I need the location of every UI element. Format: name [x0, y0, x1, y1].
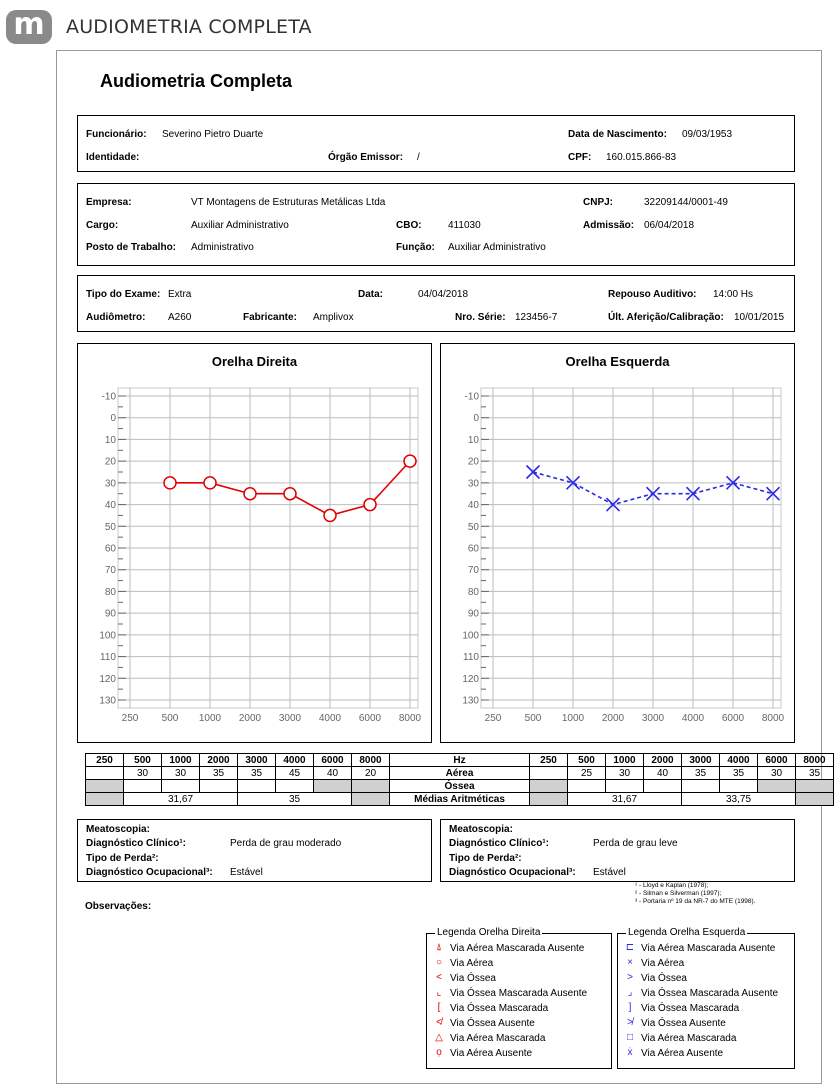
y-tick-label: 130	[99, 695, 116, 707]
right-aerea-cell: 30	[124, 767, 162, 780]
right-clinical-label: Diagnóstico Clínico¹:	[86, 838, 186, 849]
legend-label: Via Aérea Ausente	[641, 1047, 724, 1059]
x-tick-label: 1000	[561, 713, 585, 724]
left-ossea-cell	[644, 780, 682, 793]
y-tick-label: 30	[104, 478, 116, 490]
identity-label: Identidade:	[86, 152, 140, 163]
legend-item	[624, 1001, 739, 1015]
right-ear-legend	[426, 927, 612, 1069]
aerea-label: Aérea	[390, 767, 530, 780]
x-tick-label: 4000	[681, 713, 705, 724]
right-aerea-cell: 30	[162, 767, 200, 780]
legend-label: Via Óssea Mascarada	[641, 1002, 740, 1014]
legend-item	[433, 1016, 535, 1030]
exam-date-label: Data:	[358, 289, 384, 300]
x-tick-label: 250	[484, 713, 502, 724]
hearing-rest: 14:00 Hs	[713, 289, 754, 300]
bone-greater-than-icon: >	[627, 972, 633, 983]
serial-label: Nro. Série:	[455, 312, 506, 323]
data-point	[364, 499, 376, 511]
left-ossea-cell	[796, 780, 834, 793]
app-title: AUDIOMETRIA COMPLETA	[66, 16, 312, 38]
right-aerea-cell: 45	[276, 767, 314, 780]
y-tick-label: 110	[463, 652, 479, 664]
right-ossea-cell	[124, 780, 162, 793]
y-tick-label: 40	[104, 500, 116, 512]
y-tick-label: -10	[464, 391, 479, 403]
company-label: Empresa:	[86, 197, 132, 208]
y-tick-label: 90	[104, 608, 116, 620]
employee-name-label: Funcionário:	[86, 129, 147, 140]
employee-section	[77, 115, 795, 172]
y-tick-label: 60	[104, 543, 116, 555]
legend-label: Via Óssea Mascarada Ausente	[450, 987, 588, 999]
y-tick-label: 30	[467, 478, 479, 490]
left-ear-chart	[440, 343, 795, 743]
left-loss-type-label: Tipo de Perda²:	[449, 853, 522, 864]
right-ossea-cell	[352, 780, 390, 793]
legend-label: Via Aérea Mascarada Ausente	[641, 942, 776, 954]
legend-label: Via Óssea	[450, 972, 496, 984]
cbo-label: CBO:	[396, 220, 422, 231]
report-title: Audiometria Completa	[100, 71, 293, 91]
serial: 123456-7	[515, 312, 558, 323]
right-aerea-cell: 35	[238, 767, 276, 780]
y-tick-label: 0	[473, 413, 479, 425]
hearing-rest-label: Repouso Auditivo:	[608, 289, 697, 300]
freq-cell: 250	[530, 754, 568, 767]
data-point	[284, 488, 296, 500]
right-ear-chart-plot	[78, 344, 433, 744]
x-tick-label: 1000	[198, 713, 222, 724]
role-label: Cargo:	[86, 220, 119, 231]
y-tick-label: 130	[462, 695, 479, 707]
legend-item	[433, 1031, 545, 1045]
y-tick-label: -10	[101, 391, 116, 403]
birth-date-label: Data de Nascimento:	[568, 129, 667, 140]
x-tick-label: 8000	[398, 713, 422, 724]
right-avg-1: 31,67	[124, 793, 238, 806]
work-post: Administrativo	[191, 242, 254, 253]
right-ossea-cell	[86, 780, 124, 793]
freq-cell: 6000	[758, 754, 796, 767]
left-diagnosis-section	[440, 819, 795, 882]
issuer: /	[417, 152, 420, 163]
legend-label: Via Aérea Mascarada	[450, 1032, 546, 1044]
table-row-ossea	[86, 780, 834, 793]
legend-item	[624, 971, 687, 985]
legend-label: Via Aérea Mascarada Ausente	[450, 942, 585, 954]
x-tick-label: 500	[524, 713, 542, 724]
right-ear-chart	[77, 343, 432, 743]
masked-bone-bracket-icon: ]	[628, 1002, 632, 1013]
x-tick-label: 6000	[721, 713, 745, 724]
right-ossea-cell	[200, 780, 238, 793]
y-tick-label: 110	[100, 652, 116, 664]
audiometer: A260	[168, 312, 192, 323]
thresholds-table	[85, 753, 834, 806]
left-aerea-cell: 35	[796, 767, 834, 780]
reference-item: ² - Silman e Silverman (1997);	[635, 890, 722, 897]
right-ear-chart-title: Orelha Direita	[211, 354, 298, 369]
data-point	[164, 477, 176, 489]
x-tick-label: 500	[161, 713, 179, 724]
cnpj-label: CNPJ:	[583, 197, 614, 208]
function-label: Função:	[396, 242, 435, 253]
right-occupational-label: Diagnóstico Ocupacional³:	[86, 867, 213, 878]
left-ossea-cell	[758, 780, 796, 793]
right-ossea-cell	[238, 780, 276, 793]
exam-type-label: Tipo do Exame:	[86, 289, 161, 300]
legend-item	[624, 986, 778, 1000]
left-aerea-cell: 25	[568, 767, 606, 780]
left-aerea-cell: 40	[644, 767, 682, 780]
freq-cell: 8000	[352, 754, 390, 767]
legend-label: Via Aérea Mascarada	[641, 1032, 737, 1044]
right-legend-title: Legenda Orelha Direita	[437, 927, 541, 938]
maker-label: Fabricante:	[243, 312, 297, 323]
freq-cell: 1000	[162, 754, 200, 767]
legend-label: Via Aérea	[450, 957, 494, 969]
y-tick-label: 40	[467, 500, 479, 512]
y-tick-label: 50	[467, 521, 479, 533]
x-tick-label: 2000	[601, 713, 625, 724]
right-occupational: Estável	[230, 867, 263, 878]
app-logo-icon: m	[6, 10, 52, 44]
masked-air-triangle-icon: △	[435, 1032, 443, 1043]
legend-item	[624, 956, 684, 970]
masked-air-absent-icon: ⍋	[436, 942, 442, 953]
right-clinical: Perda de grau moderado	[230, 838, 342, 849]
reference-item: ¹ - Lloyd e Kaplan (1978);	[635, 882, 709, 889]
left-avg-2: 33,75	[682, 793, 796, 806]
y-tick-label: 60	[467, 543, 479, 555]
x-tick-label: 3000	[278, 713, 302, 724]
freq-cell: 4000	[276, 754, 314, 767]
data-point	[204, 477, 216, 489]
legend-item	[624, 1031, 736, 1045]
table-row-medias	[86, 793, 834, 806]
legend-item	[433, 986, 587, 1000]
y-tick-label: 120	[462, 673, 479, 685]
right-avg-empty	[352, 793, 390, 806]
freq-cell: 6000	[314, 754, 352, 767]
table-row-hz	[86, 754, 834, 767]
right-aerea-cell: 20	[352, 767, 390, 780]
x-tick-label: 4000	[318, 713, 342, 724]
work-post-label: Posto de Trabalho:	[86, 242, 177, 253]
hz-label: Hz	[390, 754, 530, 767]
right-loss-type-label: Tipo de Perda²:	[86, 853, 159, 864]
right-ossea-cell	[276, 780, 314, 793]
medias-label: Médias Aritméticas	[390, 793, 530, 806]
x-tick-label: 2000	[238, 713, 262, 724]
calibration: 10/01/2015	[734, 312, 785, 323]
issuer-label: Órgão Emissor:	[328, 152, 404, 163]
left-ear-chart-title: Orelha Esquerda	[565, 354, 670, 369]
company-name: VT Montagens de Estruturas Metálicas Ltda	[191, 197, 386, 208]
table-row-aerea	[86, 767, 834, 780]
cnpj: 32209144/0001-49	[644, 197, 728, 208]
left-ossea-cell	[568, 780, 606, 793]
observations-label: Observações:	[85, 901, 152, 912]
left-ear-chart-plot	[441, 344, 796, 744]
left-aerea-cell: 30	[758, 767, 796, 780]
ossea-label: Óssea	[390, 780, 530, 793]
employee-name: Severino Pietro Duarte	[162, 129, 264, 140]
y-tick-label: 70	[104, 565, 116, 577]
exam-date: 04/04/2018	[418, 289, 469, 300]
y-tick-label: 70	[467, 565, 479, 577]
role: Auxiliar Administrativo	[191, 220, 289, 231]
y-tick-label: 0	[110, 413, 116, 425]
left-ossea-cell	[530, 780, 568, 793]
references	[635, 882, 756, 906]
y-tick-label: 10	[104, 434, 116, 446]
left-avg-1: 31,67	[568, 793, 682, 806]
left-ossea-cell	[682, 780, 720, 793]
freq-cell: 250	[86, 754, 124, 767]
freq-cell: 1000	[606, 754, 644, 767]
right-meatoscopy-label: Meatoscopia:	[86, 824, 150, 835]
freq-cell: 2000	[200, 754, 238, 767]
left-avg-empty	[796, 793, 834, 806]
right-ossea-cell	[314, 780, 352, 793]
freq-cell: 8000	[796, 754, 834, 767]
freq-cell: 4000	[720, 754, 758, 767]
right-diagnosis-section	[77, 819, 432, 882]
legend-item	[433, 941, 584, 955]
left-aerea-cell: 35	[720, 767, 758, 780]
freq-cell: 3000	[238, 754, 276, 767]
legend-item	[433, 1046, 532, 1060]
y-tick-label: 100	[99, 630, 116, 642]
right-aerea-cell	[86, 767, 124, 780]
air-circle-icon: ○	[435, 957, 443, 968]
y-tick-label: 120	[99, 673, 116, 685]
x-tick-label: 250	[121, 713, 139, 724]
audiometer-label: Audiômetro:	[86, 312, 146, 323]
air-absent-icon: ẋ	[627, 1047, 633, 1058]
right-aerea-cell: 40	[314, 767, 352, 780]
left-avg-empty	[530, 793, 568, 806]
y-tick-label: 80	[467, 586, 479, 598]
admission-label: Admissão:	[583, 220, 635, 231]
legend-item	[433, 956, 493, 970]
report-page	[56, 50, 826, 1084]
freq-cell: 500	[124, 754, 162, 767]
masked-bone-absent-icon: ⌟	[627, 987, 633, 998]
x-tick-label: 6000	[358, 713, 382, 724]
masked-bone-absent-icon: ⌞	[436, 987, 442, 998]
maker: Amplivox	[313, 312, 354, 323]
company-section	[77, 183, 795, 266]
birth-date: 09/03/1953	[682, 129, 733, 140]
left-meatoscopy-label: Meatoscopia:	[449, 824, 513, 835]
reference-item: ³ - Portaria nº 19 da NR-7 do MTE (1998).	[635, 898, 756, 905]
y-tick-label: 90	[467, 608, 479, 620]
legend-item	[433, 971, 496, 985]
cpf-label: CPF:	[568, 152, 592, 163]
legend-item	[433, 1001, 548, 1015]
air-x-icon: ×	[627, 957, 633, 968]
left-occupational-label: Diagnóstico Ocupacional³:	[449, 867, 576, 878]
legend-label: Via Aérea Ausente	[450, 1047, 533, 1059]
right-ossea-cell	[162, 780, 200, 793]
data-point	[324, 509, 336, 521]
exam-section	[77, 275, 795, 332]
right-aerea-cell: 35	[200, 767, 238, 780]
left-aerea-cell: 30	[606, 767, 644, 780]
left-ossea-cell	[606, 780, 644, 793]
legend-label: Via Óssea Ausente	[450, 1017, 535, 1029]
masked-bone-bracket-icon: [	[437, 1002, 441, 1013]
legend-item	[624, 1016, 726, 1030]
left-aerea-cell: 35	[682, 767, 720, 780]
y-tick-label: 20	[104, 456, 116, 468]
y-tick-label: 50	[104, 521, 116, 533]
left-legend-title: Legenda Orelha Esquerda	[628, 927, 746, 938]
bone-absent-icon: ≮	[436, 1017, 442, 1028]
freq-cell: 3000	[682, 754, 720, 767]
freq-cell: 2000	[644, 754, 682, 767]
admission: 06/04/2018	[644, 220, 695, 231]
masked-air-square-icon: □	[626, 1032, 634, 1043]
freq-cell: 500	[568, 754, 606, 767]
y-tick-label: 10	[467, 434, 479, 446]
masked-air-absent-icon: ⊏	[625, 942, 635, 953]
left-clinical-label: Diagnóstico Clínico¹:	[449, 838, 549, 849]
cbo: 411030	[448, 220, 481, 231]
x-tick-label: 8000	[761, 713, 785, 724]
right-avg-empty	[86, 793, 124, 806]
legend-label: Via Óssea Mascarada Ausente	[641, 987, 779, 999]
app-header	[6, 8, 312, 46]
x-tick-label: 3000	[641, 713, 665, 724]
legend-item	[624, 941, 775, 955]
legend-label: Via Aérea	[641, 957, 685, 969]
y-tick-label: 20	[467, 456, 479, 468]
left-clinical: Perda de grau leve	[593, 838, 678, 849]
left-ear-legend	[617, 927, 795, 1069]
legend-label: Via Óssea Mascarada	[450, 1002, 549, 1014]
left-occupational: Estável	[593, 867, 626, 878]
data-point	[244, 488, 256, 500]
left-ossea-cell	[720, 780, 758, 793]
right-avg-2: 35	[238, 793, 352, 806]
legend-label: Via Óssea	[641, 972, 687, 984]
function: Auxiliar Administrativo	[448, 242, 546, 253]
air-absent-icon: ọ	[436, 1047, 442, 1058]
y-tick-label: 80	[104, 586, 116, 598]
calibration-label: Últ. Aferição/Calibração:	[608, 312, 724, 323]
bone-absent-icon: ≯	[627, 1017, 633, 1028]
y-tick-label: 100	[462, 630, 479, 642]
legend-item	[624, 1046, 723, 1060]
cpf: 160.015.866-83	[606, 152, 677, 163]
data-point	[404, 455, 416, 467]
left-aerea-cell	[530, 767, 568, 780]
exam-type: Extra	[168, 289, 192, 300]
legend-label: Via Óssea Ausente	[641, 1017, 726, 1029]
bone-less-than-icon: <	[436, 972, 442, 983]
